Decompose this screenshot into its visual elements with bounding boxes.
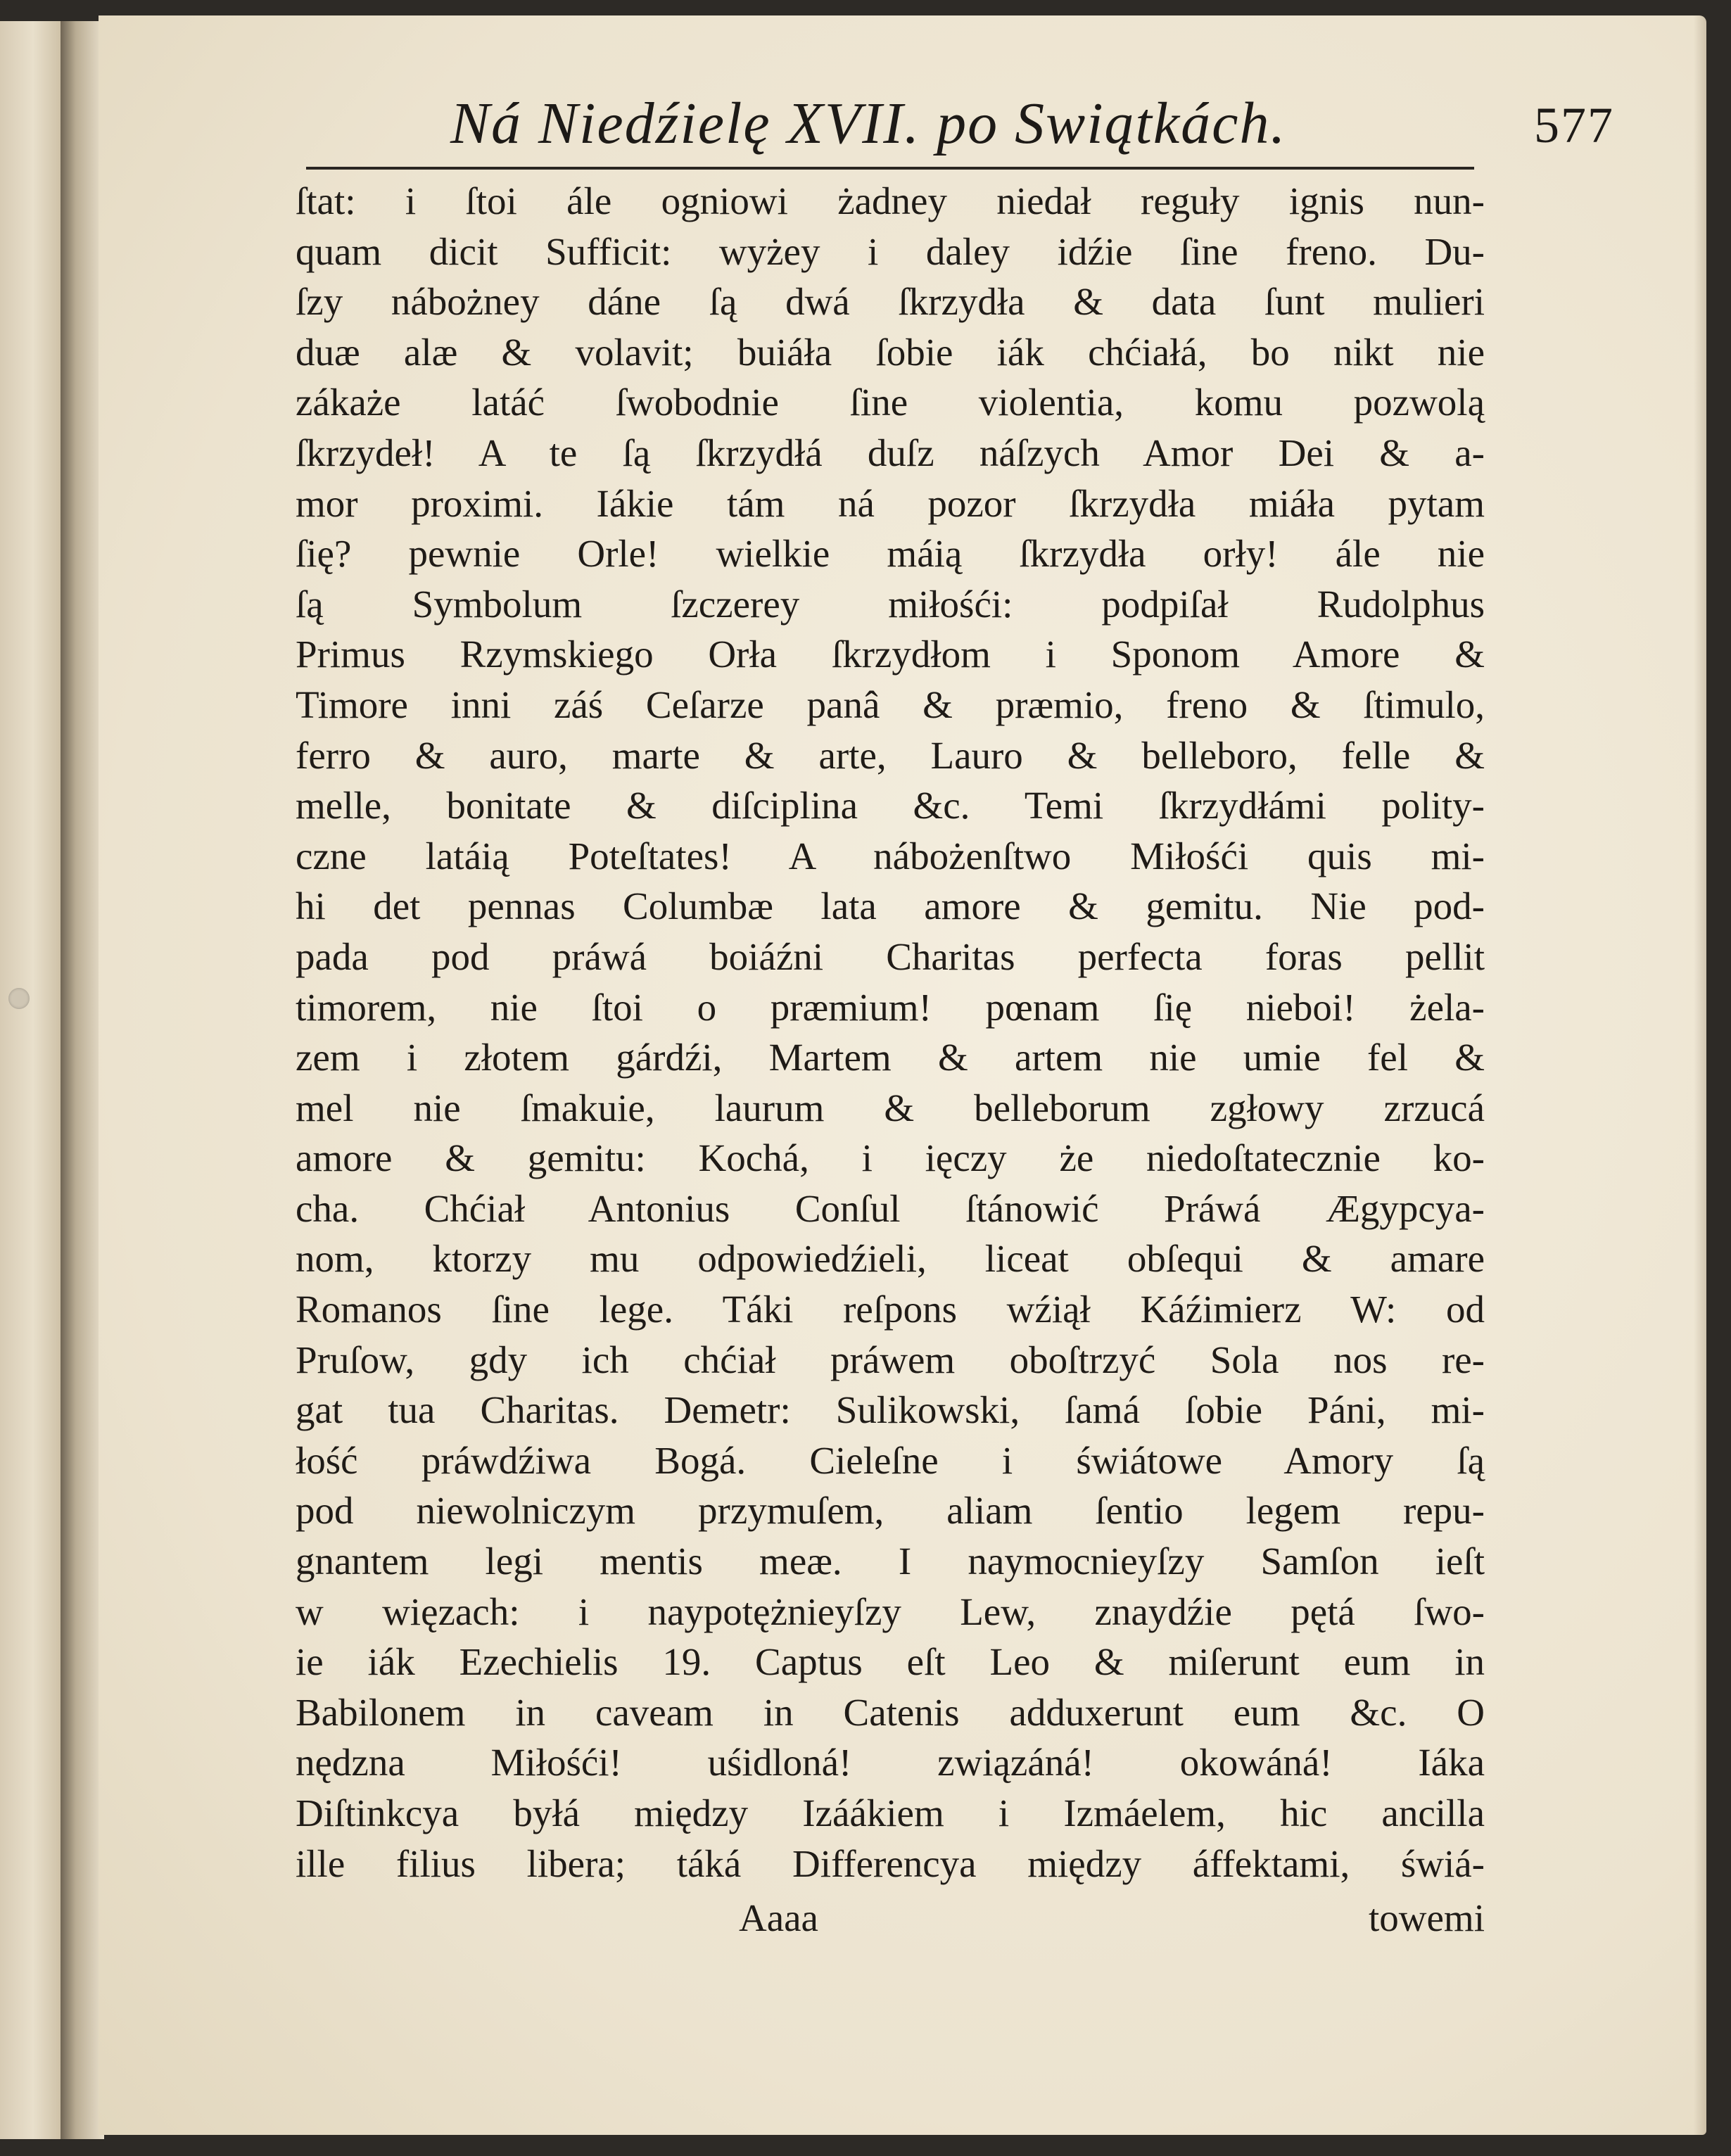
- text-line: Timore inni záś Ceſarze panâ & præmio, freno & ſtimulo,: [296, 683, 1485, 726]
- text-line: czne latáią Poteſtates! A nábożenſtwo Miłośći quis mi-: [296, 834, 1485, 877]
- text-line: quam dicit Sufficit: wyżey i daley idźie ſine freno. Du-: [296, 229, 1485, 273]
- text-line: Diſtinkcya byłá między Izáákiem i Izmáelem, hic ancilla: [296, 1792, 1485, 1834]
- text-line: łość práwdźiwa Bogá. Cieleſne i świátowe Amory ſą: [296, 1438, 1485, 1482]
- text-line: ie iák Ezechielis 19. Captus eſt Leo & miſerunt eum in: [296, 1640, 1485, 1684]
- text-line: gnantem legi mentis meæ. I naymocnieyſzy Samſon ieſt: [296, 1540, 1485, 1583]
- text-line: gat tua Charitas. Demetr: Sulikowski, ſamá ſobie Páni, mi-: [296, 1388, 1485, 1432]
- text-line: mel nie ſmakuie, laurum & belleborum zgłowy zrzucá: [296, 1086, 1485, 1129]
- text-line: ſtat: i ſtoi ále ogniowi żadney niedał reguły ignis nun-: [296, 179, 1485, 222]
- text-line: cha. Chćiał Antonius Conſul ſtánowić Práwá Ægypcya-: [296, 1186, 1485, 1230]
- text-line: amore & gemitu: Kochá, i ięczy że niedoſtatecznie ko-: [296, 1136, 1485, 1180]
- text-line: ſkrzydeł! A te ſą ſkrzydłá duſz náſzych Amor Dei & a-: [296, 431, 1485, 474]
- book-gutter: [61, 21, 104, 2139]
- text-line: ille filius libera; táká Differencya między áffektami, świá-: [296, 1841, 1485, 1885]
- page-header: [310, 89, 1647, 167]
- header-rule: [306, 167, 1474, 170]
- left-facing-page-edge: [0, 21, 63, 2139]
- text-line: zem i złotem gárdźi, Martem & artem nie umie fel &: [296, 1036, 1485, 1079]
- text-line: Pruſow, gdy ich chćiał práwem oboſtrzyć Sola nos re-: [296, 1338, 1485, 1381]
- text-line: mor proximi. Iákie tám ná pozor ſkrzydła miáła pytam: [296, 481, 1485, 525]
- text-line: Primus Rzymskiego Orła ſkrzydłom i Sponom Amore &: [296, 633, 1485, 676]
- text-line: melle, bonitate & diſciplina &c. Temi ſkrzydłámi polity-: [296, 784, 1485, 827]
- page-edge-shadow: [1694, 15, 1706, 2135]
- text-line: pada pod práwá boiáźni Charitas perfecta foras pellit: [296, 934, 1485, 978]
- text-line: pod niewolniczym przymuſem, aliam ſentio legem repu-: [296, 1489, 1485, 1533]
- page-body-text: [296, 176, 1485, 1889]
- text-line: timorem, nie ſtoi o præmium! pœnam ſię nieboi! żela-: [296, 985, 1485, 1029]
- binding-hole: [8, 988, 30, 1009]
- signature-mark: Aaaa: [739, 1896, 818, 1939]
- book-page: [99, 15, 1706, 2135]
- text-line: ferro & auro, marte & arte, Lauro & belleboro, felle &: [296, 733, 1485, 777]
- page-number: 577: [1534, 97, 1614, 153]
- running-title: Ná Niedźielę XVII. po Swiątkách.: [450, 91, 1287, 156]
- text-line: ſzy nábożney dáne ſą dwá ſkrzydła & data ſunt mulieri: [296, 280, 1485, 324]
- text-line: Babilonem in caveam in Catenis adduxerunt eum &c. O: [296, 1690, 1485, 1734]
- page-footer: [296, 1896, 1485, 1952]
- text-line: duæ alæ & volavit; buiáła ſobie iák chćiałá, bo nikt nie: [296, 330, 1485, 374]
- text-line: Romanos ſine lege. Táki reſpons wźiął Káźimierz W: od: [296, 1288, 1485, 1331]
- text-line: hi det pennas Columbæ lata amore & gemitu. Nie pod-: [296, 884, 1485, 928]
- text-line: w więzach: i naypotężnieyſzy Lew, znaydźie pętá ſwo-: [296, 1590, 1485, 1633]
- text-line: nędzna Miłośći! uśidloná! związáná! okowáná! Iáka: [296, 1741, 1485, 1784]
- text-line: nom, ktorzy mu odpowiedźieli, liceat obſequi & amare: [296, 1237, 1485, 1281]
- text-line: zákaże latáć ſwobodnie ſine violentia, komu pozwolą: [296, 381, 1485, 424]
- catchword: towemi: [1369, 1896, 1485, 1939]
- text-line: ſię? pewnie Orle! wielkie máią ſkrzydła orły! ále nie: [296, 532, 1485, 576]
- text-line: ſą Symbolum ſzczerey miłośći: podpiſał Rudolphus: [296, 582, 1485, 626]
